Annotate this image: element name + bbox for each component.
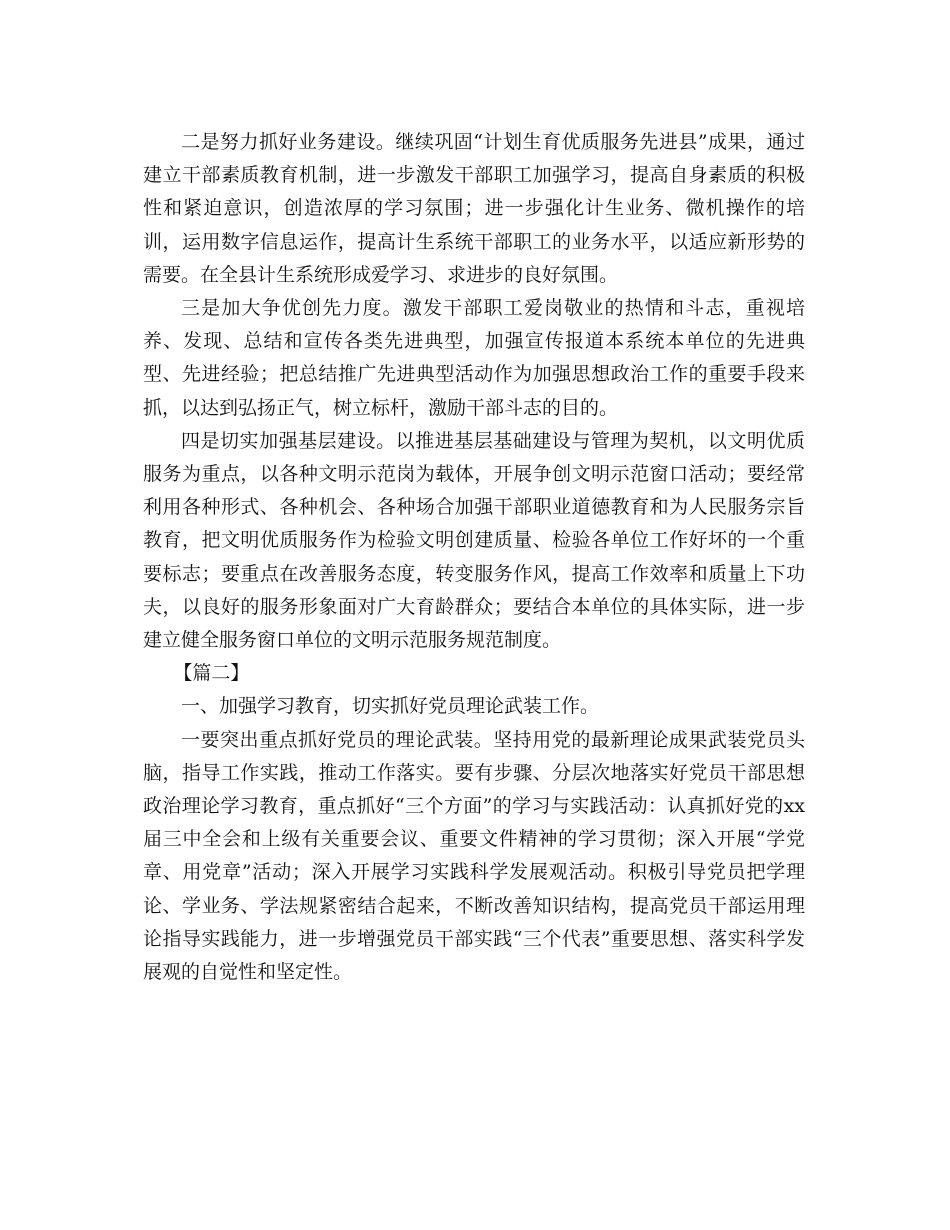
section-subheading: 一、加强学习教育，切实抓好党员理论武装工作。: [181, 695, 600, 718]
paragraph-theory-study: 一要突出重点抓好党员的理论武装。坚持用党的最新理论成果武装党员头脑，指导工作实践，推动工作落实。要有步骤、分层次地落实好党员干部思想政治理论学习教育，重点抓好“三个方面”的学习与实践活动：认真抓好党的xx届三中全会和上级有关重要会议、重要文件精神的学习贯彻；深入开展“学党章、用党章”活动；深入开展学习实践科学发展观活动。积极引导党员把学理论、学业务、学法规紧密结合起来，不断改善知识结构，提高党员干部运用理论指导实践能力，进一步增强党员干部实践“三个代表”重要思想、落实科学发展观的自觉性和坚定性。: [143, 728, 805, 984]
paragraph-business-building: 二是努力抓好业务建设。继续巩固“计划生育优质服务先进县”成果，通过建立干部素质教育机制，进一步激发干部职工加强学习，提高自身素质的积极性和紧迫意识，创造浓厚的学习氛围；进一步强化计生业务、微机操作的培训，运用数字信息运作，提高计生系统干部职工的业务水平，以适应新形势的需要。在全县计生系统形成爱学习、求进步的良好氛围。: [143, 131, 805, 286]
paragraph-excellence-drive: 三是加大争优创先力度。激发干部职工爱岗敬业的热情和斗志，重视培养、发现、总结和宣传各类先进典型，加强宣传报道本系统本单位的先进典型、先进经验；把总结推广先进典型活动作为加强思想政治工作的重要手段来抓，以达到弘扬正气，树立标杆，激励干部斗志的目的。: [143, 297, 805, 419]
section-heading: 【篇二】: [173, 662, 250, 685]
paragraph-grassroots-building: 四是切实加强基层建设。以推进基层基础建设与管理为契机，以文明优质服务为重点，以各种文明示范岗为载体，开展争创文明示范窗口活动；要经常利用各种形式、各种机会、各种场合加强干部职业道德教育和为人民服务宗旨教育，把文明优质服务作为检验文明创建质量、检验各单位工作好坏的一个重要标志；要重点在改善服务态度，转变服务作风，提高工作效率和质量上下功夫，以良好的服务形象面对广大育龄群众；要结合本单位的具体实际，进一步建立健全服务窗口单位的文明示范服务规范制度。: [143, 429, 805, 652]
document-body: [143, 126, 805, 989]
